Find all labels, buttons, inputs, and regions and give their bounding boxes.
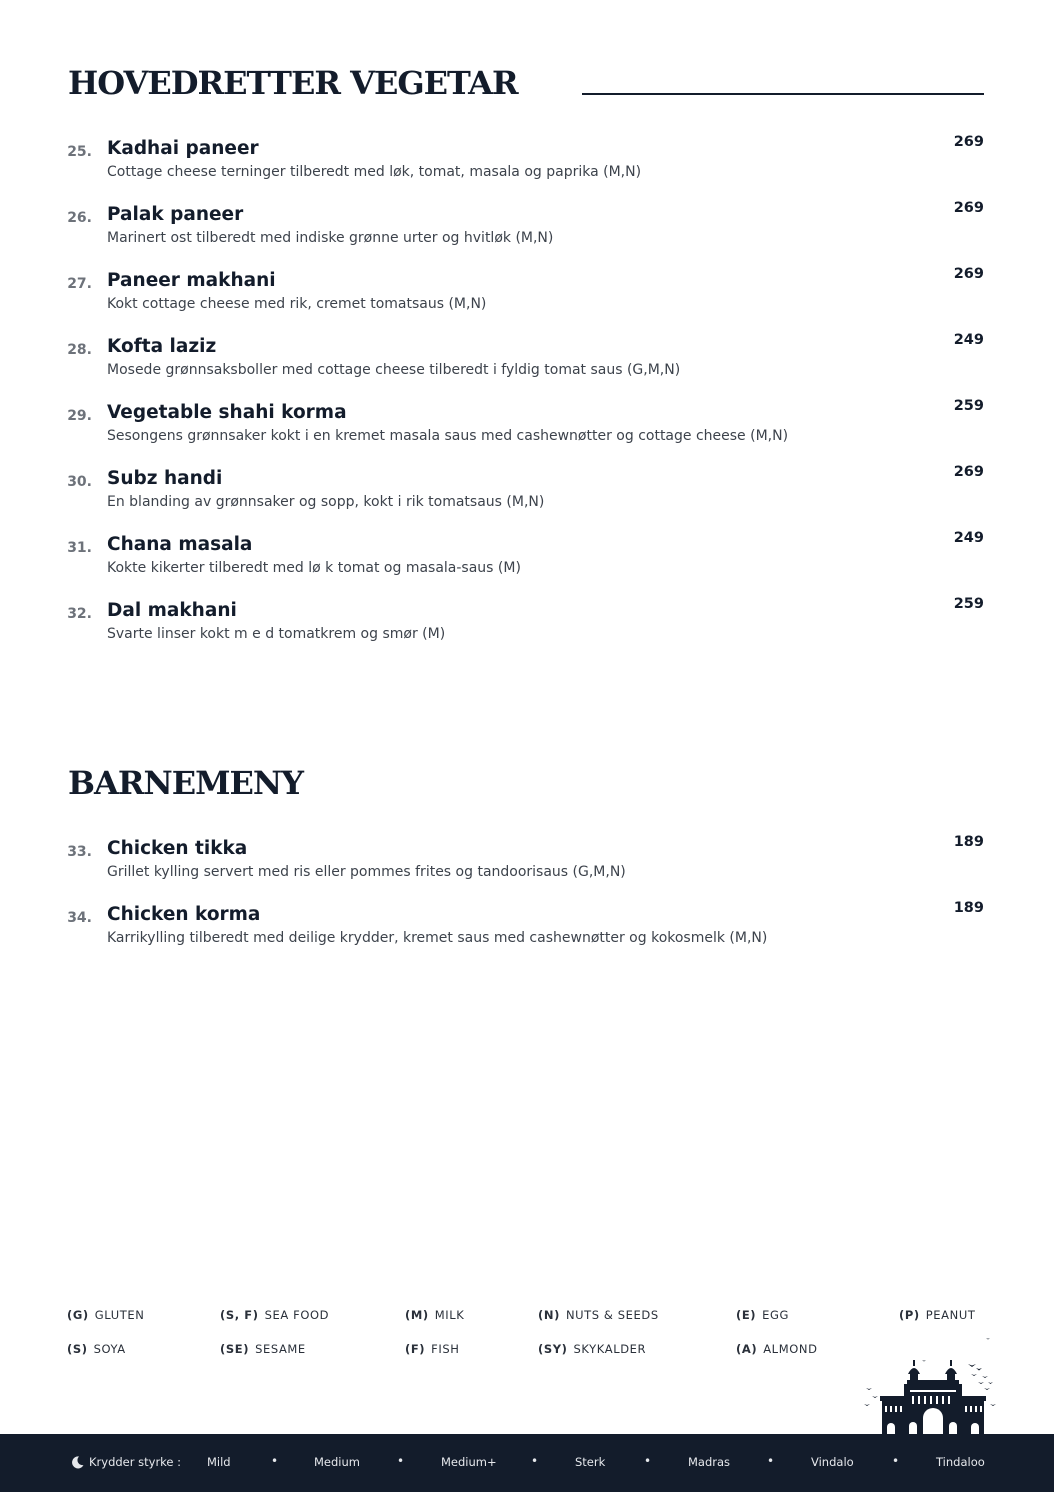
allergen-entry bbox=[405, 1308, 464, 1322]
item-description: En blanding av grønnsaker og sopp, kokt i rik tomatsaus (M,N) bbox=[107, 494, 545, 510]
separator-dot: • bbox=[892, 1454, 900, 1468]
item-name: Kofta laziz bbox=[107, 336, 217, 357]
item-number: 31. bbox=[67, 540, 92, 556]
menu-item bbox=[60, 596, 984, 652]
item-price: 269 bbox=[953, 134, 984, 150]
item-number: 34. bbox=[67, 910, 92, 926]
item-description: Svarte linser kokt m e d tomatkrem og smør (M) bbox=[107, 626, 446, 642]
allergen-label: ALMOND bbox=[763, 1342, 818, 1356]
spice-label: Krydder styrke : bbox=[89, 1455, 182, 1469]
item-description: Sesongens grønnsaker kokt i en kremet masala saus med cashewnøtter og cottage cheese (M,N) bbox=[107, 428, 789, 444]
item-number: 27. bbox=[67, 276, 92, 292]
allergen-code: (G) bbox=[67, 1308, 89, 1322]
allergen-code: (S, F) bbox=[220, 1308, 259, 1322]
allergen-label: SESAME bbox=[255, 1342, 306, 1356]
menu-item bbox=[60, 464, 984, 520]
allergen-entry bbox=[220, 1342, 306, 1356]
item-name: Chana masala bbox=[107, 534, 253, 555]
allergen-code: (A) bbox=[736, 1342, 758, 1356]
item-price: 259 bbox=[953, 596, 984, 612]
allergen-entry bbox=[736, 1308, 789, 1322]
item-description: Mosede grønnsaksboller med cottage cheese tilberedt i fyldig tomat saus (G,M,N) bbox=[107, 362, 681, 378]
item-price: 249 bbox=[953, 530, 984, 546]
menu-item bbox=[60, 398, 984, 454]
item-number: 32. bbox=[67, 606, 92, 622]
section-title-vegetar: HOVEDRETTER VEGETAR bbox=[68, 64, 518, 102]
allergen-entry bbox=[67, 1308, 144, 1322]
item-description: Karrikylling tilberedt med deilige krydder, kremet saus med cashewnøtter og kokosmelk (M,N) bbox=[107, 930, 768, 946]
item-number: 28. bbox=[67, 342, 92, 358]
title-rule bbox=[582, 93, 984, 95]
moon-icon bbox=[72, 1456, 84, 1469]
spice-level-vindalo: Vindalo bbox=[811, 1455, 854, 1469]
allergen-label: SEA FOOD bbox=[264, 1308, 330, 1322]
menu-item bbox=[60, 900, 984, 956]
item-number: 29. bbox=[67, 408, 92, 424]
allergen-label: MILK bbox=[434, 1308, 465, 1322]
menu-item bbox=[60, 266, 984, 322]
allergen-entry bbox=[67, 1342, 126, 1356]
item-price: 269 bbox=[953, 464, 984, 480]
item-name: Vegetable shahi korma bbox=[107, 402, 347, 423]
allergen-entry bbox=[538, 1342, 646, 1356]
allergen-code: (N) bbox=[538, 1308, 560, 1322]
item-price: 269 bbox=[953, 200, 984, 216]
separator-dot: • bbox=[767, 1454, 775, 1468]
allergen-entry bbox=[899, 1308, 975, 1322]
item-price: 259 bbox=[953, 398, 984, 414]
separator-dot: • bbox=[644, 1454, 652, 1468]
item-name: Dal makhani bbox=[107, 600, 237, 621]
item-name: Paneer makhani bbox=[107, 270, 276, 291]
item-description: Kokte kikerter tilberedt med lø k tomat og masala-saus (M) bbox=[107, 560, 521, 576]
menu-item bbox=[60, 200, 984, 256]
allergen-entry bbox=[538, 1308, 659, 1322]
allergen-code: (P) bbox=[899, 1308, 920, 1322]
allergen-entry bbox=[405, 1342, 460, 1356]
allergen-code: (S) bbox=[67, 1342, 88, 1356]
allergen-label: SOYA bbox=[93, 1342, 126, 1356]
menu-item bbox=[60, 530, 984, 586]
item-number: 26. bbox=[67, 210, 92, 226]
allergen-entry bbox=[220, 1308, 329, 1322]
allergen-label: PEANUT bbox=[925, 1308, 976, 1322]
menu-item bbox=[60, 834, 984, 890]
item-name: Palak paneer bbox=[107, 204, 244, 225]
allergen-entry bbox=[736, 1342, 818, 1356]
spice-level-medium-plus: Medium+ bbox=[441, 1455, 497, 1469]
allergen-label: GLUTEN bbox=[94, 1308, 145, 1322]
item-number: 25. bbox=[67, 144, 92, 160]
menu-item bbox=[60, 332, 984, 388]
spice-level-tindaloo: Tindaloo bbox=[936, 1455, 985, 1469]
item-price: 189 bbox=[953, 900, 984, 916]
spice-level-madras: Madras bbox=[688, 1455, 731, 1469]
separator-dot: • bbox=[397, 1454, 405, 1468]
allergen-label: SKYKALDER bbox=[573, 1342, 647, 1356]
separator-dot: • bbox=[271, 1454, 279, 1468]
item-number: 30. bbox=[67, 474, 92, 490]
item-name: Chicken tikka bbox=[107, 838, 248, 859]
gateway-monument-icon bbox=[860, 1330, 1010, 1436]
item-description: Grillet kylling servert med ris eller pommes frites og tandoorisaus (G,M,N) bbox=[107, 864, 626, 880]
allergen-label: FISH bbox=[431, 1342, 460, 1356]
item-description: Cottage cheese terninger tilberedt med løk, tomat, masala og paprika (M,N) bbox=[107, 164, 642, 180]
allergen-code: (E) bbox=[736, 1308, 757, 1322]
section-title-barnemeny: BARNEMENY bbox=[68, 764, 304, 802]
allergen-code: (SE) bbox=[220, 1342, 250, 1356]
spice-legend bbox=[72, 1455, 181, 1469]
allergen-label: NUTS & SEEDS bbox=[565, 1308, 659, 1322]
spice-level-sterk: Sterk bbox=[575, 1455, 606, 1469]
menu-item bbox=[60, 134, 984, 190]
allergen-label: EGG bbox=[762, 1308, 790, 1322]
item-price: 249 bbox=[953, 332, 984, 348]
item-name: Kadhai paneer bbox=[107, 138, 259, 159]
item-description: Marinert ost tilberedt med indiske grønne urter og hvitløk (M,N) bbox=[107, 230, 554, 246]
item-description: Kokt cottage cheese med rik, cremet tomatsaus (M,N) bbox=[107, 296, 487, 312]
separator-dot: • bbox=[531, 1454, 539, 1468]
item-price: 189 bbox=[953, 834, 984, 850]
spice-level-mild: Mild bbox=[207, 1455, 231, 1469]
item-price: 269 bbox=[953, 266, 984, 282]
spice-level-bar bbox=[0, 1434, 1054, 1492]
item-name: Chicken korma bbox=[107, 904, 261, 925]
spice-level-medium: Medium bbox=[314, 1455, 360, 1469]
allergen-code: (F) bbox=[405, 1342, 426, 1356]
allergen-code: (M) bbox=[405, 1308, 429, 1322]
item-number: 33. bbox=[67, 844, 92, 860]
item-name: Subz handi bbox=[107, 468, 223, 489]
allergen-code: (SY) bbox=[538, 1342, 568, 1356]
